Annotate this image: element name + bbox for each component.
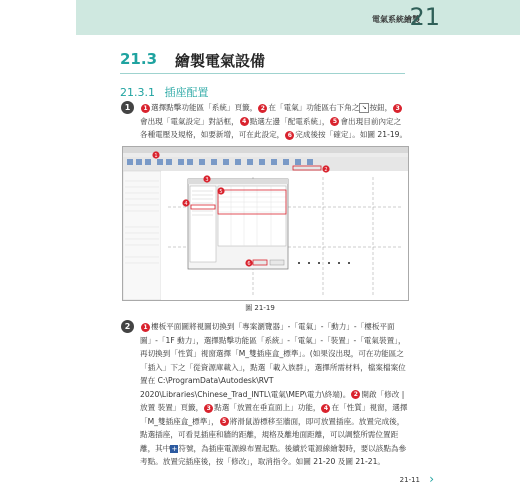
chapter-number: 21 bbox=[409, 3, 440, 31]
paragraph-text: 點選「放置在垂直面上」功能， bbox=[214, 403, 321, 412]
page-number: 21-11 bbox=[399, 476, 420, 484]
figure-marker-6-label: 6 bbox=[247, 261, 251, 267]
cancel-button bbox=[270, 260, 284, 265]
step-2-paragraph bbox=[140, 320, 408, 469]
subsection-title: 插座配置 bbox=[164, 86, 209, 99]
ribbon bbox=[123, 157, 408, 171]
step-marker-2: 2 bbox=[351, 390, 360, 399]
next-page-chevron-icon: › bbox=[429, 472, 434, 486]
section-divider bbox=[120, 73, 405, 74]
section-heading bbox=[120, 50, 420, 70]
section-number: 21.3 bbox=[120, 50, 158, 68]
step-marker-3: 3 bbox=[393, 104, 402, 113]
figure-marker-4-label: 4 bbox=[184, 201, 188, 207]
paragraph-text: 會出現「電氣設定」對話框， bbox=[140, 116, 239, 126]
step-marker-5: 5 bbox=[330, 117, 339, 126]
ok-button-highlight bbox=[253, 260, 267, 265]
step-marker-6: 6 bbox=[285, 131, 294, 140]
step-marker-4: 4 bbox=[240, 117, 249, 126]
paragraph-text: 將滑鼠游標移至牆面，即可放置插座。放置完成後，點選插座，可看見插座和牆的距離，規格及離地面距離，可以調整所需位置距離，其中 bbox=[140, 416, 405, 453]
figure-marker-2-label: 2 bbox=[324, 167, 328, 173]
paragraph-text: 開啟「修改 | 放置 裝置」頁籤， bbox=[140, 389, 405, 412]
step-marker-1: 1 bbox=[141, 104, 150, 113]
step-1-paragraph bbox=[140, 101, 408, 142]
paragraph-text: 在「電氣」功能區右下角之 bbox=[268, 103, 360, 112]
step-marker-3: 3 bbox=[204, 404, 213, 413]
paragraph-text: 在「性質」視窗，選擇「M_雙插座盒_標準」， bbox=[140, 403, 408, 426]
dialog-tree bbox=[190, 186, 216, 262]
step-1-badge: 1 bbox=[121, 101, 134, 114]
dialog-title-bar bbox=[188, 179, 288, 184]
paragraph-text: 樓板平面圖將視圖切換到「專案瀏覽器」-「電氣」-「動力」-「樓板平面圖」-「1F 動力」，選擇點擊功能區「系統」-「電氣」-「裝置」-「電氣裝置」，再切換到「性質」視窗選擇「M_雙插座盒_標準」。(如果沒出現，可在功能區之「插入」下之「從資源庫載入」，點選「載入族群」，選擇所需材料，檔案檔案位置在 C:\ProgramData\Autodesk\RVT 2020\Libraries\Chinese_Trad_INTL\電氣\MEP\電力\終端)。 bbox=[140, 322, 406, 399]
figure-screenshot bbox=[122, 146, 409, 301]
paragraph-text: 按鈕， bbox=[369, 103, 393, 112]
step-marker-5: 5 bbox=[220, 417, 229, 426]
figure-marker-1-label: 1 bbox=[154, 153, 158, 159]
figure-caption: 圖 21-19 bbox=[245, 304, 275, 312]
dialog-launcher-icon: ↘ bbox=[359, 103, 369, 113]
step-marker-4: 4 bbox=[321, 404, 330, 413]
section-title: 繪製電氣設備 bbox=[175, 52, 266, 70]
properties-panel bbox=[123, 171, 161, 300]
plus-symbol-icon: + bbox=[171, 444, 178, 453]
subsection-number: 21.3.1 bbox=[120, 86, 155, 99]
dialog-table bbox=[218, 186, 286, 246]
figure-marker-3-label: 3 bbox=[205, 177, 209, 183]
title-bar bbox=[123, 147, 408, 153]
revit-screenshot-illustration bbox=[123, 147, 408, 300]
figure-marker-5-label: 5 bbox=[219, 189, 223, 195]
header-title: 電氣系統繪製 bbox=[372, 15, 420, 24]
step-marker-1: 1 bbox=[141, 323, 150, 332]
subsection-heading bbox=[120, 84, 209, 100]
paragraph-text: 選擇點擊功能區「系統」頁籤， bbox=[151, 103, 258, 112]
paragraph-text: 會出現目前內定之各種電壓及規格，如要新增，可在此設定， bbox=[140, 116, 402, 139]
tab-bar bbox=[123, 153, 408, 157]
paragraph-text: 完成後按「確定」。如圖 21-19。 bbox=[295, 130, 408, 139]
paragraph-text: 點選左邊「配電系統」， bbox=[249, 116, 330, 126]
step-2-badge: 2 bbox=[121, 320, 134, 333]
step-marker-2: 2 bbox=[258, 104, 267, 113]
header-band bbox=[76, 0, 520, 35]
paragraph-text: 符號，為插座電源線布置起點。後續於電源線繪製時，要以該點為參考點。放置完插座後，按「修改」，取消指令。如圖 21-20 及圖 21-21。 bbox=[140, 443, 407, 466]
